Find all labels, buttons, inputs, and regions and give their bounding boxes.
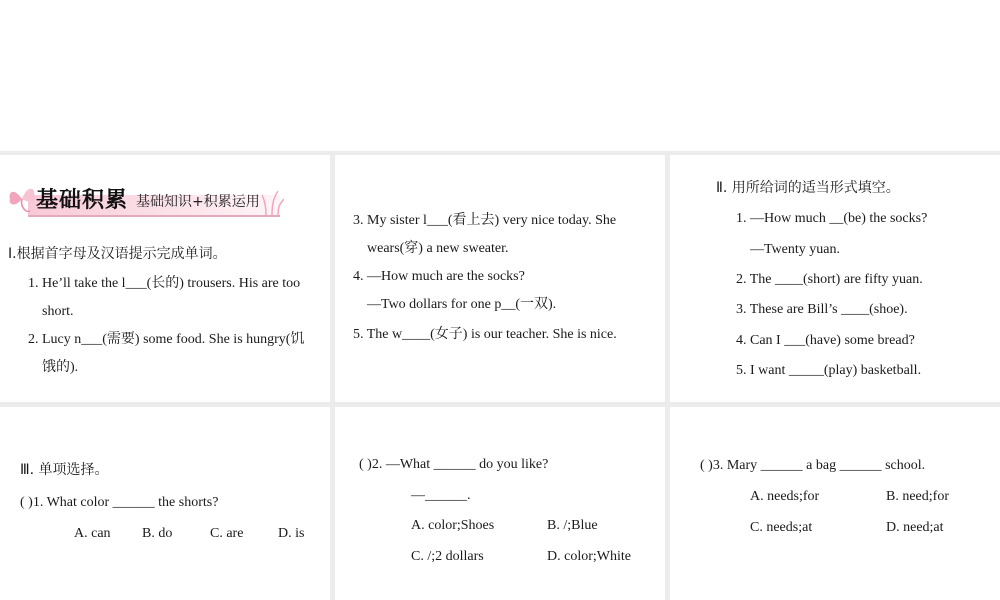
question-5: 5. The w____(女子) is our teacher. She is nice. <box>353 327 617 342</box>
question-4: 4. —How much are the socks? <box>353 269 525 284</box>
option-a: A. color;Shoes <box>411 518 495 533</box>
question-2: 2. Lucy n___(需要) some food. She is hungry(饥 <box>28 332 305 347</box>
question-2-continued: 饿的). <box>42 360 79 375</box>
section-title: Ⅲ. 单项选择。 <box>20 462 109 478</box>
option-d: D. color;White <box>547 549 631 564</box>
option-b: B. need;for <box>886 489 949 504</box>
banner-subtitle: 基础知识+积累运用 <box>136 194 260 210</box>
question-1: 1. He’ll take the l___(长的) trousers. His are too <box>28 276 301 291</box>
panel-multiple-choice <box>0 407 330 600</box>
option-a: A. can <box>74 526 111 541</box>
question-1-continued: —Twenty yuan. <box>750 242 841 257</box>
option-d: D. is <box>278 526 305 541</box>
section-title: Ⅰ.根据首字母及汉语提示完成单词。 <box>8 246 227 262</box>
option-c: C. are <box>210 526 244 541</box>
question-4: 4. Can I ___(have) some bread? <box>736 333 915 348</box>
option-a: A. needs;for <box>750 489 820 504</box>
flower-icon <box>6 181 38 215</box>
question-3-continued: wears(穿) a new sweater. <box>367 241 509 256</box>
panel-multiple-choice-q2 <box>335 407 665 600</box>
top-blank-area <box>0 0 1000 151</box>
question-1-continued: short. <box>42 304 74 319</box>
option-b: B. /;Blue <box>547 518 598 533</box>
option-c: C. needs;at <box>750 520 813 535</box>
question-2: ( )2. —What ______ do you like? <box>359 457 549 472</box>
section-banner <box>6 181 284 217</box>
banner-title: 基础积累 <box>36 188 129 213</box>
option-d: D. need;at <box>886 520 944 535</box>
panel-multiple-choice-q3 <box>670 407 1000 600</box>
question-5: 5. I want _____(play) basketball. <box>736 363 922 378</box>
question-4-continued: —Two dollars for one p__(一双). <box>367 297 557 312</box>
question-3: 3. My sister l___(看上去) very nice today. She <box>353 213 617 228</box>
panel-word-completion-continued <box>335 155 665 402</box>
panel-basic-knowledge <box>0 155 330 402</box>
option-b: B. do <box>142 526 173 541</box>
question-3: ( )3. Mary ______ a bag ______ school. <box>700 458 926 473</box>
question-1: ( )1. What color ______ the shorts? <box>20 495 219 510</box>
question-1: 1. —How much __(be) the socks? <box>736 211 928 226</box>
question-3: 3. These are Bill’s ____(shoe). <box>736 302 908 317</box>
question-2-response: —______. <box>411 488 471 503</box>
section-title: Ⅱ. 用所给词的适当形式填空。 <box>716 180 900 196</box>
panel-word-forms <box>670 155 1000 402</box>
question-2: 2. The ____(short) are fifty yuan. <box>736 272 923 287</box>
grass-icon <box>262 191 284 215</box>
option-c: C. /;2 dollars <box>411 549 484 564</box>
